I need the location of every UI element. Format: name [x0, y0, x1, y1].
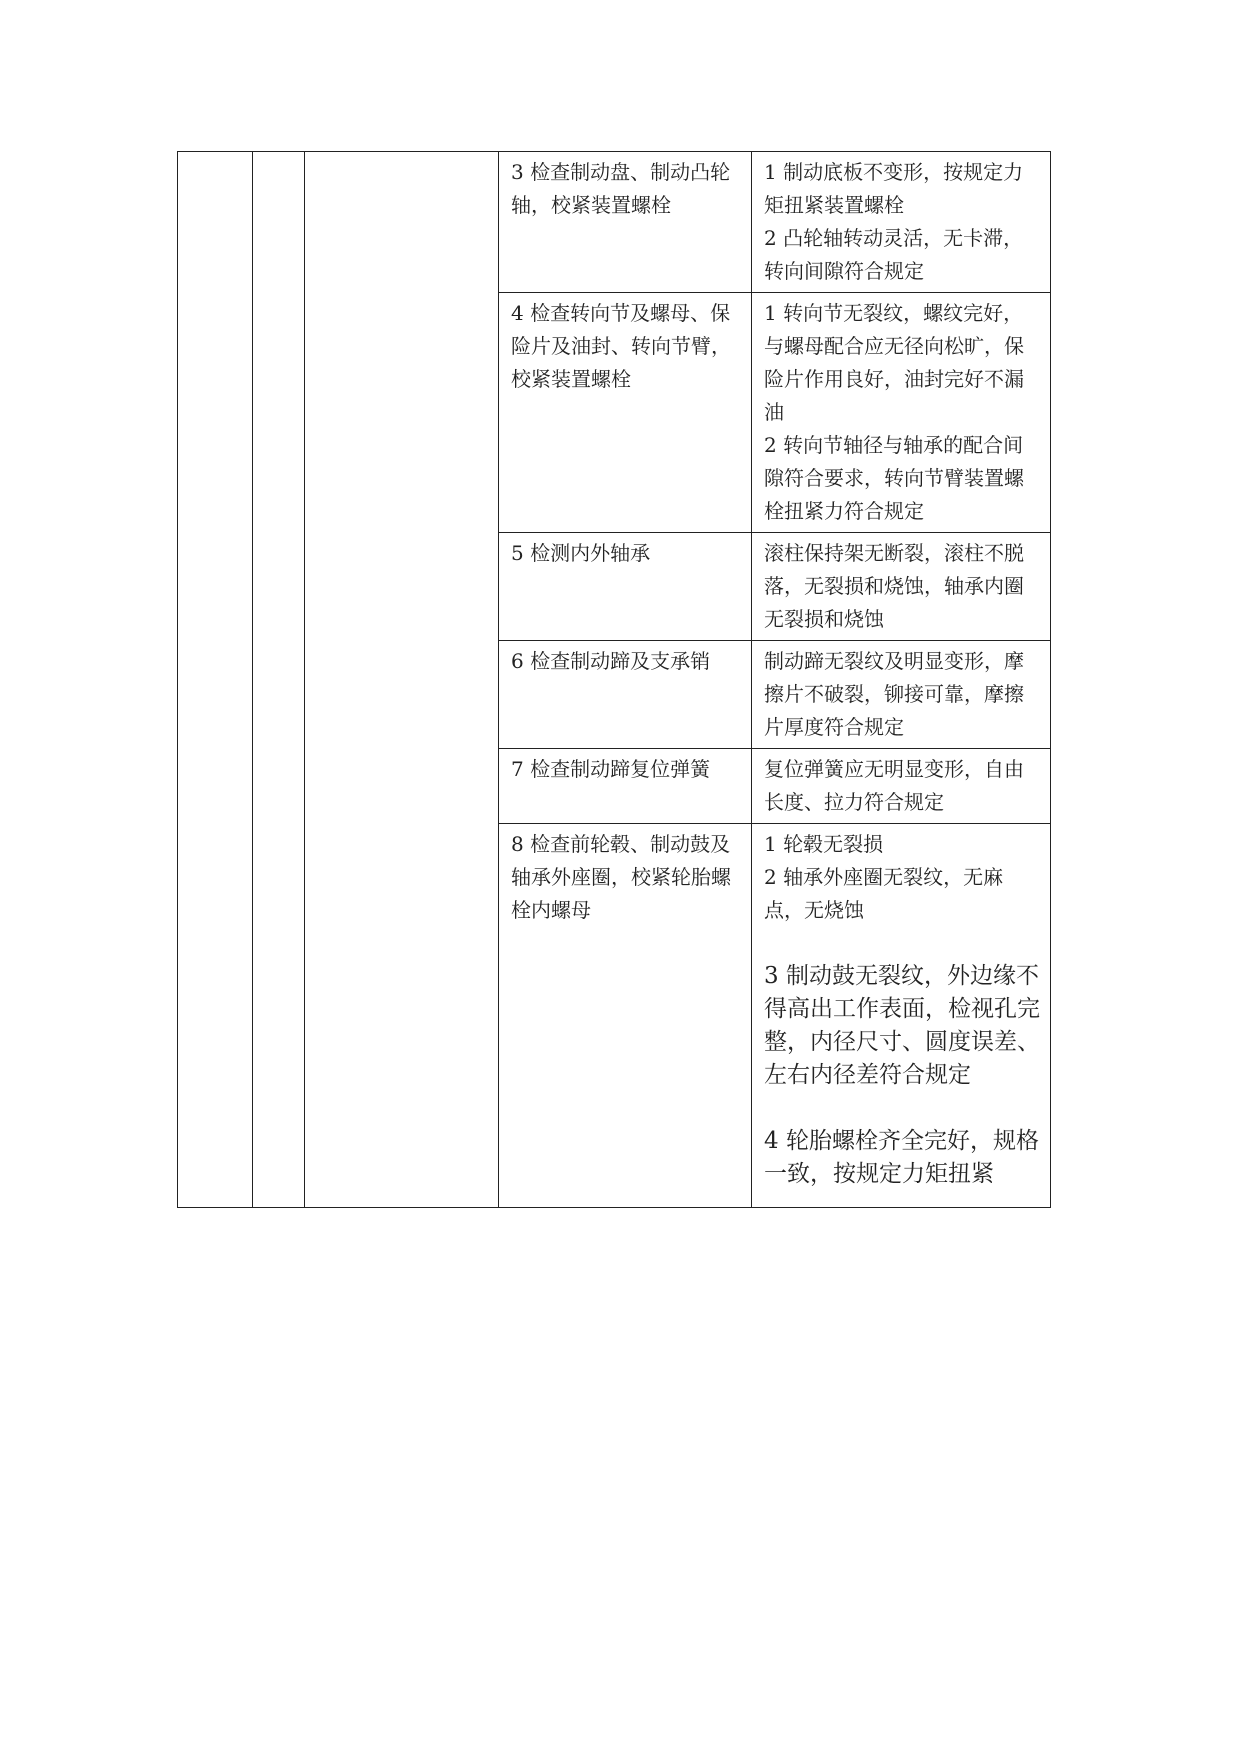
inspection-item [499, 293, 752, 533]
item-text: 8 检查前轮毂、制动鼓及轴承外座圈，校紧轮胎螺栓内螺母 [511, 832, 731, 922]
inspection-item [499, 641, 752, 749]
item-text: 4 检查转向节及螺母、保险片及油封、转向节臂，校紧装置螺栓 [511, 301, 731, 391]
requirement-cell [752, 749, 1051, 824]
item-text: 6 检查制动蹄及支承销 [511, 649, 711, 673]
requirement-text: 2 轴承外座圈无裂纹，无麻点，无烧蚀 [764, 865, 1004, 922]
empty-cell-col2 [253, 152, 305, 1208]
empty-cell-col3 [305, 152, 499, 1208]
requirement-cell [752, 152, 1051, 293]
paragraph-gap [764, 927, 1040, 960]
table-row [178, 152, 1051, 293]
requirement-text: 2 转向节轴径与轴承的配合间隙符合要求，转向节臂装置螺栓扭紧力符合规定 [764, 433, 1024, 523]
item-text: 5 检测内外轴承 [511, 541, 651, 565]
requirement-cell [752, 641, 1051, 749]
empty-cell-col1 [178, 152, 253, 1208]
inspection-item [499, 824, 752, 1208]
requirement-text: 3 制动鼓无裂纹，外边缘不得高出工作表面，检视孔完整，内径尺寸、圆度误差、左右内径差符合规定 [764, 963, 1040, 1088]
requirement-text: 1 轮毂无裂损 [764, 832, 884, 856]
requirement-text: 1 制动底板不变形，按规定力矩扭紧装置螺栓 [764, 160, 1024, 217]
item-text: 7 检查制动蹄复位弹簧 [511, 757, 711, 781]
requirement-text: 滚柱保持架无断裂，滚柱不脱落，无裂损和烧蚀，轴承内圈无裂损和烧蚀 [764, 541, 1024, 631]
requirement-cell [752, 293, 1051, 533]
requirement-text: 复位弹簧应无明显变形，自由长度、拉力符合规定 [764, 757, 1024, 814]
paragraph-gap [764, 1092, 1040, 1125]
inspection-item [499, 152, 752, 293]
requirement-text: 4 轮胎螺栓齐全完好，规格一致，按规定力矩扭紧 [764, 1128, 1039, 1187]
item-text: 3 检查制动盘、制动凸轮轴，校紧装置螺栓 [511, 160, 731, 217]
requirement-cell [752, 824, 1051, 1208]
inspection-item [499, 533, 752, 641]
inspection-item [499, 749, 752, 824]
requirement-cell [752, 533, 1051, 641]
requirement-text: 制动蹄无裂纹及明显变形，摩擦片不破裂，铆接可靠，摩擦片厚度符合规定 [764, 649, 1024, 739]
inspection-table [177, 151, 1051, 1208]
requirement-text: 2 凸轮轴转动灵活，无卡滞，转向间隙符合规定 [764, 226, 1024, 283]
requirement-text: 1 转向节无裂纹，螺纹完好，与螺母配合应无径向松旷，保险片作用良好，油封完好不漏油 [764, 301, 1024, 424]
